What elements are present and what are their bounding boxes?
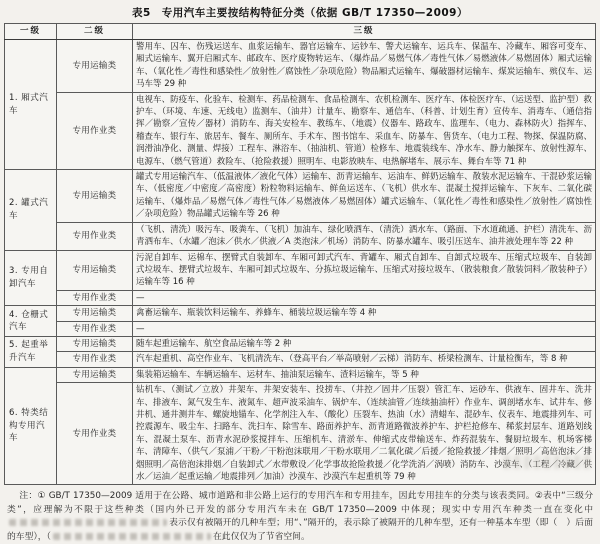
level2-class-cell: 专用作业类 [57,383,133,485]
level1-category-cell: 1. 厢式汽车 [5,40,57,170]
level2-class-cell: 专用作业类 [57,290,133,305]
level2-class-cell: 专用运输类 [57,367,133,382]
table-row [5,367,596,382]
table-row [5,250,596,290]
table-row [5,306,596,321]
level3-vehicle-list-cell: 钻机车、（测试／立放）井架车、井架安装车、投捞车、（井控／固井／压裂）管汇车、运砂车、供液车、固井车、洗井车、排液车、氮气发生车、液氮车、超声波采油车、锅炉车、（连续油管／连续抽油杆）作业车、调剖堵水车、试井车、修井机、通井测井车、螺旋地锚车、化学剂注入车、（酸化）压裂车、热油（水）清蜡车、混砂车、仪表车、地震排列车、可控震源车、吸尘车、扫路车、洗扫车、除雪车、路面养护车、沥青道路微波养护车、护栏抢修车、稀浆封层车、道路划线车、混凝土泵车、沥青水泥砂浆搅拌车、压缩机车、清淤车、伸缩式皮带输送车、炸药混装车、餐厨垃圾车、机场客梯车、清障车、（供气／泵浦／干粉／干粉泡沫联用／干粉水联用／二氧化碳／后援／抢险救援／排烟／照明／高倍泡沫／排烟照明／高倍泡沫排烟／自装卸式／水带敷设／化学事故抢险救援／化学洗消／涡喷）消防车、沙漠车、（工程／冷藏／供水／运油／起重运输／地震排列／加油）沙漠车、沙漠汽车起重机等 79 种 [133,383,596,485]
illegible-blurred-text [9,519,167,526]
level1-category-cell: 3. 专用自卸汽车 [5,250,57,306]
table-row [5,222,596,250]
level3-vehicle-list-cell: 汽车起重机、高空作业车、飞机清洗车、（登高平台／举高喷射／云梯）消防车、桥梁检测车、计量检衡车，等 8 种 [133,352,596,367]
level2-class-cell: 专用作业类 [57,352,133,367]
level2-class-cell: 专用运输类 [57,336,133,351]
classification-table [4,23,596,485]
table-row [5,40,596,93]
level3-vehicle-list-cell: 罐式专用运输汽车、（低温液体／液化气体）运输车、沥青运输车、运油车、鲜奶运输车、散装水泥运输车、干混砂浆运输车、（低密度／中密度／高密度）粉粒物料运输车、鲜鱼运送车、（飞机）供水车、混凝土搅拌运输车、下灰车、二氧化碳运输车、（爆炸品／易燃气体／毒性气体／易燃液体／易燃固体）罐式运输车、（氧化性／毒性和感染性／放射性／腐蚀性／杂项危险）物品罐式运输车等 26 种 [133,170,596,223]
footnote-text: 表示仅有被隔开的几种车型；用“、”隔开的，表示除了被隔开的几种车型，还有一种基本车型（即（ ）后面的车型），（ [7,518,593,542]
level3-vehicle-list-cell: 禽畜运输车、瓶装饮料运输车、养蜂车、桶装垃圾运输车等 4 种 [133,306,596,321]
level1-category-cell: 5. 起重举升汽车 [5,336,57,367]
table-title: 表5 专用汽车主要按结构特征分类（依据 GB/T 17350—2009） [132,7,468,19]
footnote [4,485,596,544]
table-row [5,290,596,305]
level3-vehicle-list-cell: — [133,321,596,336]
level2-class-cell: 专用作业类 [57,222,133,250]
level3-vehicle-list-cell: 集装箱运输车、车辆运输车、运材车、抽油泵运输车、渣料运输车，等 5 种 [133,367,596,382]
table-row [5,352,596,367]
level3-vehicle-list-cell: 污泥自卸车、运棉车、摆臂式自装卸车、车厢可卸式汽车、背罐车、厢式自卸车、自卸式垃圾车、压缩式垃圾车、自装卸式垃圾车、摆臂式垃圾车、车厢可卸式垃圾车、分拣垃圾运输车、压缩式对接垃圾车、（散装粮食／散装饲料／散装种子）运输车等 16 种 [133,250,596,290]
table-row [5,336,596,351]
header-row [5,24,596,40]
level2-class-cell: 专用运输类 [57,250,133,290]
table-body [5,40,596,485]
table-row [5,170,596,223]
level3-vehicle-list-cell: （飞机、清洗）吸污车、吸粪车、（飞机）加油车、绿化喷洒车、（清洗）洒水车、（路面、下水道疏通、护栏）清洗车、沥青洒布车、（水罐／泡沫／供水／供液／A 类泡沫／机场）消防车、防暴水罐车、吸引压送车、油井液处理车等 22 种 [133,222,596,250]
footnote-text: 在此仅仅为了节省空间。 [212,531,310,542]
level3-vehicle-list-cell: — [133,290,596,305]
level1-category-cell: 2. 罐式汽车 [5,170,57,250]
level2-class-cell: 专用运输类 [57,170,133,223]
level2-class-cell: 专用运输类 [57,306,133,321]
level3-vehicle-list-cell: 警用车、囚车、伤残运送车、血浆运输车、器官运输车、运钞车、警犬运输车、运兵车、保温车、冷藏车、厢容可变车、厢式运输车、翼开启厢式车、邮政车、医疗废物转运车、（爆炸品／易燃气体／毒性气体／易燃液体／易燃固体）厢式运输车、（氧化性／毒性和感染性／放射性／腐蚀性／杂项危险）物品厢式运输车、爆破器材运输车、煤炭运输车、殡仪车、运马车等 29 种 [133,40,596,93]
table-row [5,383,596,485]
level1-category-cell: 6. 特类结构专用汽车 [5,367,57,485]
column-header-level1: 一级 [5,24,57,40]
column-header-level3: 三级 [133,24,596,40]
illegible-blurred-text [53,533,211,540]
level3-vehicle-list-cell: 随车起重运输车、航空食品运输车等 2 种 [133,336,596,351]
table-row [5,92,596,169]
level2-class-cell: 专用作业类 [57,321,133,336]
column-header-level2: 二级 [57,24,133,40]
level3-vehicle-list-cell: 电视车、防疫车、化验车、检测车、药品检测车、食品检测车、农机检测车、医疗车、体检医疗车、（运送型、监护型）救护车、（环境、车速、无线电）监测车、（油井）计量车、勘察车、通信车、（科普、计划生育）宣传车、消毒车、（通信指挥／勘察／宣传／器材）消防车、海关安检车、教练车、（地震）仪器车、路政车、监理车、（电力、森林防火）指挥车、稽查车、银行车、旅居车、餐车、厕所车、手术车、图书馆车、采血车、防暴车、售货车、（电力工程、物探、保温防腐、润滑油净化、测量、焊接）工程车、淋浴车、（抽油机、管道）检修车、地震装线车、净水车、静力触探车、放射性源车、电源车、（燃气管道）救险车、（抢险救援）照明车、电影放映车、电热解堵车、展示车、舞台车等 71 种 [133,92,596,169]
table-row [5,321,596,336]
footnote-text: 注：① GB/T 17350—2009 适用于在公路、城市道路和非公路上运行的专用汽车和专用挂车，因此专用挂车的分类与该表类同。②表中“三级分类”，应理解为不限于这些种类（国内外已开发的部分专用汽车未在 GB/T 17350—2009 中体现；现实中专用汽车种类一直在变化中 [7,491,593,515]
level2-class-cell: 专用运输类 [57,40,133,93]
level2-class-cell: 专用作业类 [57,92,133,169]
level1-category-cell: 4. 仓栅式汽车 [5,306,57,337]
